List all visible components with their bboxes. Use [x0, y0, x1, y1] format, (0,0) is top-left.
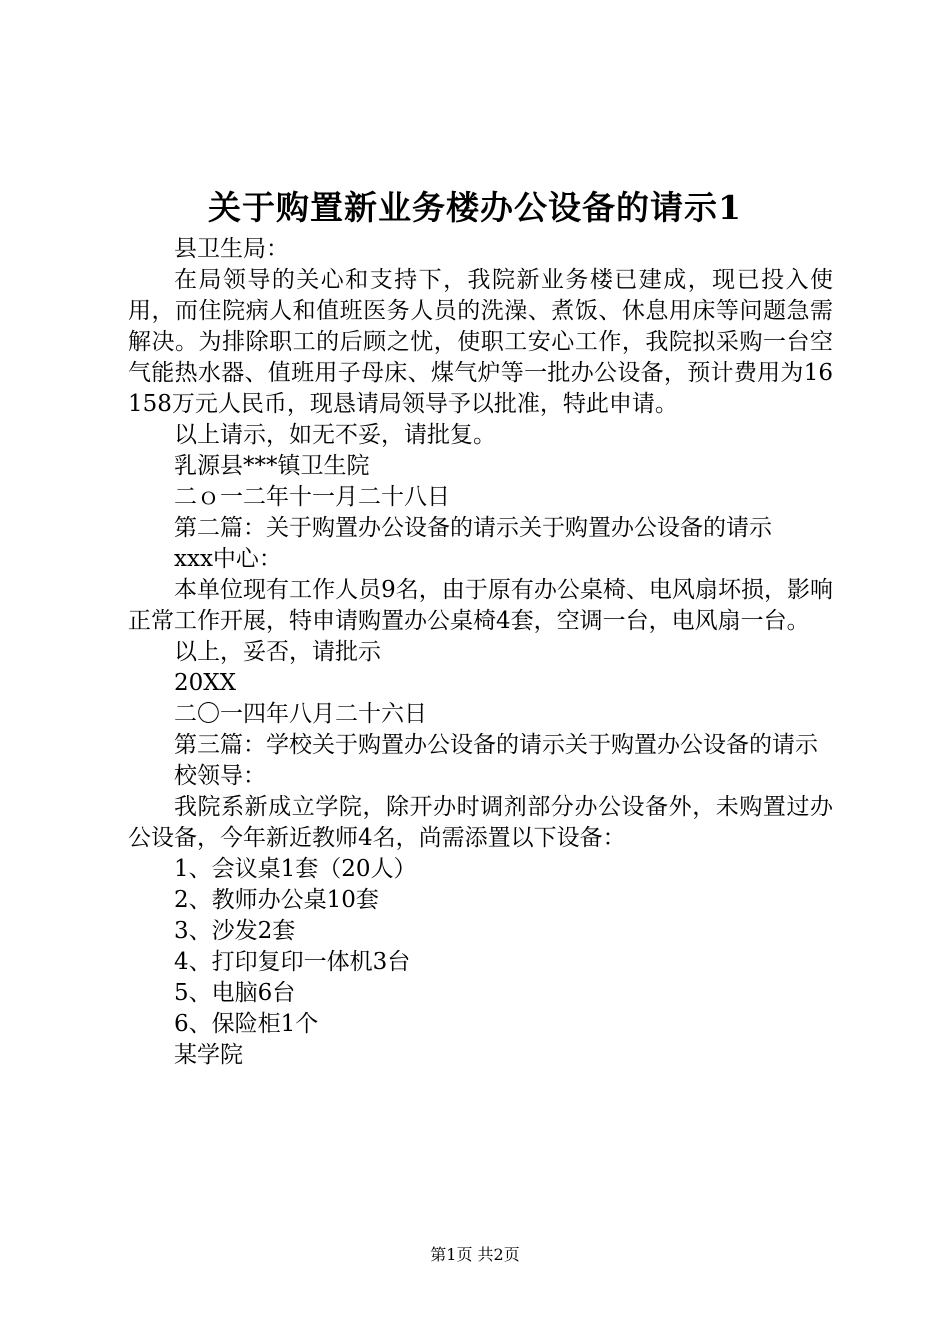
- list-item: 2、教师办公桌10套: [174, 887, 379, 913]
- list-item: 5、电脑6台: [174, 980, 296, 1006]
- paragraph: xxx中心：: [174, 546, 282, 572]
- paragraph: 某学院: [174, 1042, 243, 1068]
- list-item: 4、打印复印一体机3台: [174, 949, 411, 975]
- paragraph: 20XX: [174, 670, 237, 696]
- paragraph: 我院系新成立学院，除开办时调剂部分办公设备外，未购置过办公设备，今年新近教师4名，尚需添置以下设备：: [128, 794, 833, 851]
- paragraph: 以上请示，如无不妥，请批复。: [174, 422, 496, 448]
- paragraph: 县卫生局：: [174, 236, 289, 262]
- paragraph: 二〇一四年八月二十六日: [174, 701, 427, 727]
- paragraph: 以上，妥否，请批示: [174, 639, 381, 665]
- paragraph: 乳源县***镇卫生院: [174, 453, 370, 479]
- paragraph: 本单位现有工作人员9名，由于原有办公桌椅、电风扇坏损，影响正常工作开展，特申请购置办公桌椅4套，空调一台，电风扇一台。: [128, 577, 833, 634]
- paragraph: 第三篇：学校关于购置办公设备的请示关于购置办公设备的请示: [174, 732, 818, 758]
- list-item: 3、沙发2套: [174, 918, 296, 944]
- paragraph: 在局领导的关心和支持下，我院新业务楼已建成，现已投入使用，而住院病人和值班医务人员的洗澡、煮饭、休息用床等问题急需解决。为排除职工的后顾之忧，使职工安心工作，我院拟采购一台空气能热水器、值班用子母床、煤气炉等一批办公设备，预计费用为16158万元人民币，现恳请局领导予以批准，特此申请。: [128, 267, 833, 417]
- paragraph: 第二篇：关于购置办公设备的请示关于购置办公设备的请示: [174, 515, 772, 541]
- page-footer: 第1页 共2页: [430, 1245, 520, 1264]
- list-item: 6、保险柜1个: [174, 1011, 319, 1037]
- document-title: 关于购置新业务楼办公设备的请示1: [208, 188, 742, 227]
- paragraph: 二ｏ一二年十一月二十八日: [174, 484, 450, 510]
- list-item: 1、会议桌1套（20人）: [174, 856, 417, 882]
- paragraph: 校领导：: [174, 763, 266, 789]
- document-body: [128, 234, 833, 1071]
